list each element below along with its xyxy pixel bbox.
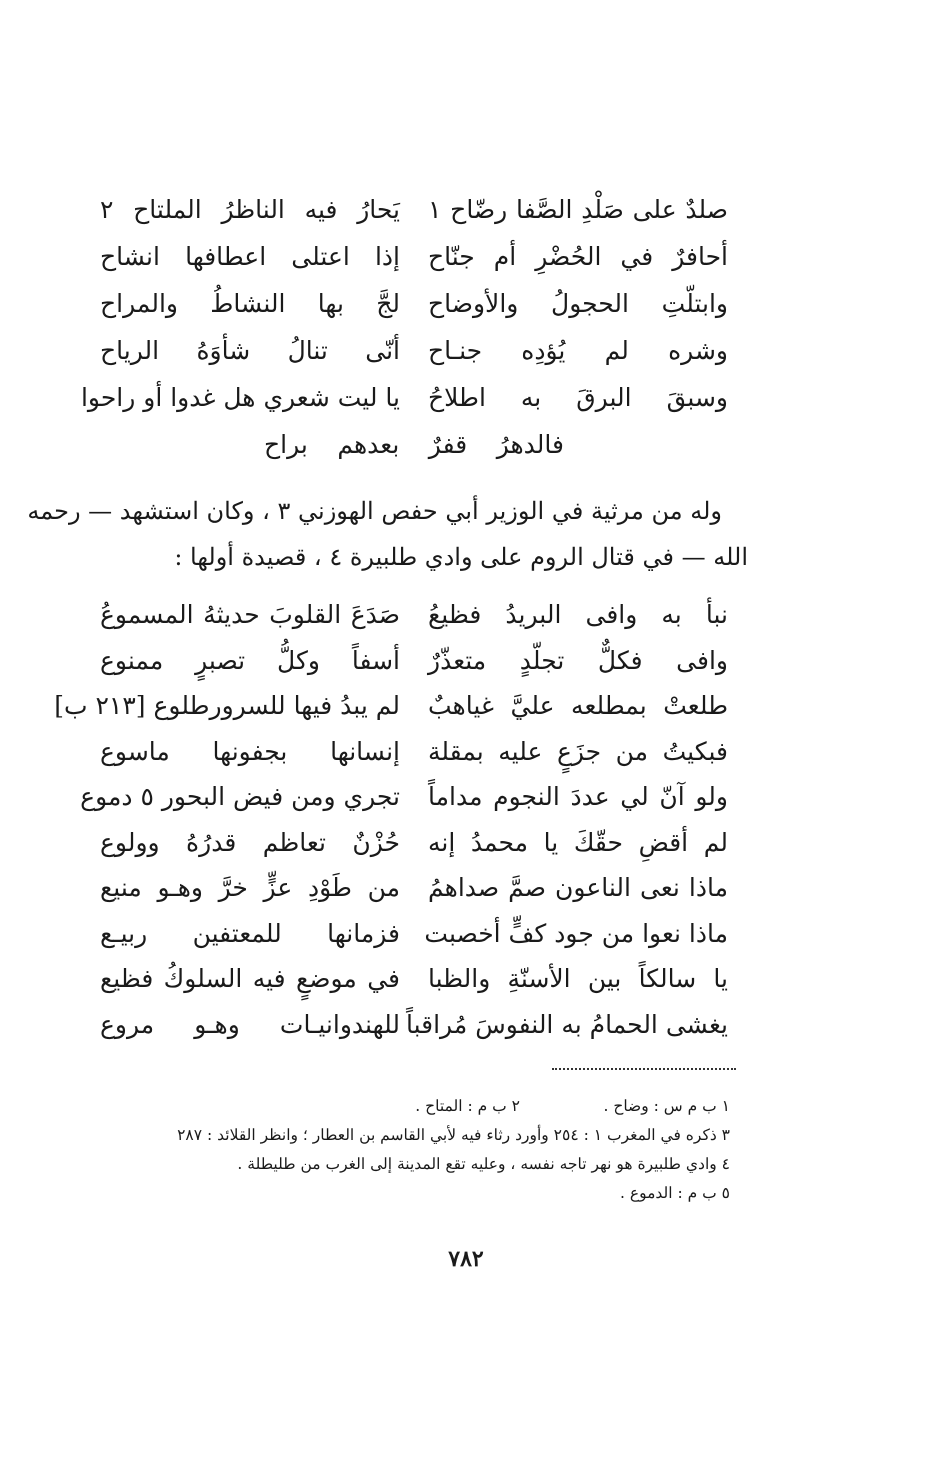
hemistich-second: من طَوْدِ عزٍّ خرَّ وهـو منيع (100, 873, 400, 902)
hemistich-first: وافى فكلٌّ تجلّدٍ متعذّرٌ (428, 645, 728, 675)
hemistich-second: يَحارُ فيه الناظرُ الملتاح ٢ (100, 195, 400, 224)
hemistich-second: صَدَعَ القلوبَ حديثهُ المسموعُ (100, 600, 400, 629)
footnote-5: ٥ ب م : الدموع . (619, 1184, 730, 1202)
footnote-4: ٤ وادي طلبيرة هو نهر تاجه نفسه ، وعليه تقع المدينة إلى الغرب من طليطلة . (237, 1155, 730, 1173)
verse-line (100, 233, 728, 280)
hemistich-first: ماذا نعوا من جود كفٍّ أخصبت (424, 918, 728, 948)
verse-line-single (100, 421, 728, 468)
verse-line (100, 1002, 728, 1048)
hemistich-first: لم أقضِ حقّكَ يا محمدُ إنه (428, 827, 728, 857)
footnote-row (110, 1092, 730, 1121)
verse-line (100, 592, 728, 638)
hemistich-first: فبكيتُ من جزَعٍ عليه بمقلة (428, 736, 728, 766)
hemistich-first: وسبقَ البرقَ به اطلاحُ (428, 383, 728, 412)
verse-line (100, 865, 728, 911)
intro-line-2: الله — في قتال الروم على وادي طلبيرة ٤ ، قصيدة أولها : (174, 543, 748, 571)
footnote-separator (552, 1068, 736, 1070)
hemistich-second: في موضعٍ فيه السلوكُ فظيع (100, 964, 400, 993)
hemistich-first: ماذا نعى الناعون صمَّ صداهمُ (428, 873, 728, 902)
hemistich-second: يا ليت شعري هل غدوا أو راحوا (80, 383, 400, 412)
hemistich-first: نبأ به وافى البريدُ فظيعُ (428, 600, 728, 629)
verse-line (100, 956, 728, 1002)
footnote-3: ٣ ذكره في المغرب ١ : ٢٥٤ وأورد رثاء فيه لأبي القاسم بن العطار ؛ وانظر القلائد : ٢٨٧ (177, 1126, 730, 1144)
hemistich-first: وابتلّتِ الحجولُ والأوضاح (428, 289, 728, 318)
page-number: ٧٨٢ (448, 1246, 484, 1272)
hemistich-first: وشره لم يُؤدِه جنـاح (428, 336, 728, 365)
hemistich-second: حُزْنٌ تعاظم قدرُهُ وولوع (100, 827, 400, 857)
hemistich-first: صلدٌ على صَلْدِ الصَّفا رضّاح ١ (428, 195, 728, 224)
hemistich-first: طلعتْ بمطلعه عليَّ غياهبٌ (428, 691, 728, 720)
footnotes (110, 1092, 730, 1208)
hemistich-first: أحافرٌ في الحُضْرِ أم جنّاح (428, 242, 728, 271)
verse-line (54, 683, 728, 729)
hemistich-first: يغشى الحمامُ به النفوسَ مُراقباً (406, 1009, 728, 1039)
poem-2 (54, 592, 728, 1047)
verse-line (80, 774, 728, 820)
footnote-1: ١ ب م س : وضاح . (603, 1097, 730, 1115)
hemistich-second: لجَّ بها النشاطُ والمراح (100, 289, 400, 318)
hemistich-first: ولو آنّ لي عددَ النجوم مداماً (428, 782, 728, 811)
intro-line-1: وله من مرثية في الوزير أبي حفص الهوزني ٣ ، وكان استشهد — رحمه (27, 497, 722, 525)
verse-line (100, 638, 728, 684)
hemistich-single: فالدهرُ قفرٌ بعدهم براح (264, 430, 564, 459)
verse-line (100, 280, 728, 327)
hemistich-second: فزمانها للمعتفين ربيـع (100, 918, 400, 948)
verse-line (100, 327, 728, 374)
hemistich-second: أسفاً وكلُّ تصبرٍ ممنوع (100, 645, 400, 675)
hemistich-second: أنّى تنالُ شأوَهُ الرياح (100, 336, 400, 365)
hemistich-second: تجري ومن فيض البحور ٥ دموع (80, 782, 400, 811)
footnote-2: ٢ ب م : المتاح . (415, 1097, 520, 1115)
hemistich-second: لم يبدُ فيها للسرورطلوع [٢١٣ ب] (54, 691, 400, 720)
poem-1 (80, 186, 728, 468)
page-number-container (0, 1246, 944, 1272)
verse-line (100, 820, 728, 866)
verse-line (100, 186, 728, 233)
hemistich-second: إذا اعتلى اعطافها ان‍شاح (100, 242, 400, 271)
hemistich-first: يا سالكاً بين الأسنّةِ والظبا (428, 964, 728, 993)
verse-line (100, 911, 728, 957)
verse-line (80, 374, 728, 421)
hemistich-second: للهندوانيـات وهـو مروع (100, 1009, 400, 1039)
verse-line (100, 729, 728, 775)
hemistich-second: إنسانها بجفونها ماسوع (100, 736, 400, 766)
